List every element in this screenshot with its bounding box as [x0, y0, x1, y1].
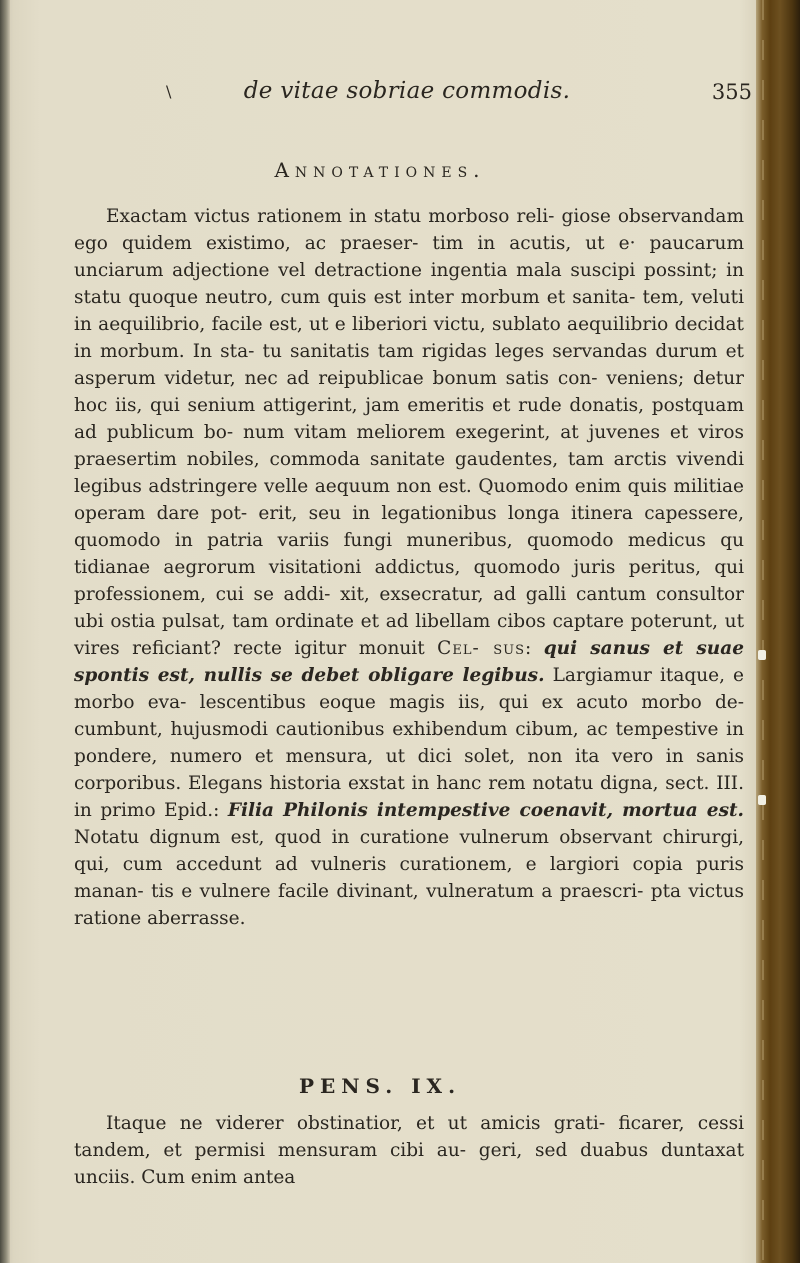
spine-mark: [758, 795, 766, 805]
header-mark: \: [166, 82, 172, 101]
subsection-heading: PENS. IX.: [298, 1074, 462, 1098]
spine-mark: [758, 650, 766, 660]
page-number: 355: [711, 80, 752, 104]
quotation: Filia Philonis intempestive coenavit, mortua est.: [227, 800, 744, 821]
paragraph-text: Exactam victus rationem in statu morboso reli- giose observandam ego quidem existimo, ac praeser- tim in acutis, ut e· paucarum unciarum adjectione vel detractione ingentia mala suscipi possint; in statu quoque neutro, cum quis est inter morbum et sanita- tem, veluti in aequilibrio, facile est, ut e liberiori victu, sublato aequilibrio decidat in morbum. In sta- tu sanitatis tam rigidas leges servandas durum et asperum videtur, nec ad reipublicae bonum satis con- veniens; detur hoc iis, qui senium attigerint, jam emeritis et rude donatis, postquam ad publicum bo- num vitam meliorem exegerint, at juvenes et viros praesertim nobiles, commoda sanitate gaudentes, tam arctis vivendi legibus adstringere velle aequum non est. Quomodo enim quis militiae operam dare pot- erit, seu in legationibus longa itinera capessere, quomodo in patria variis fungi muneribus, quomodo medicus qu tidianae aegrorum visitationi addictus, quomodo juris peritus, qui professionem, cui se addi- xit, exsecratur, ad galli cantum consultor ubi ostia pulsat, tam ordinate et ad libellam cibos captare poterunt, ut vires reficiant? recte igitur monuit: [74, 206, 744, 659]
main-paragraph: [74, 1110, 744, 1191]
section-heading: Annotationes.: [274, 158, 486, 182]
paragraph-text: Itaque ne viderer obstinatior, et ut amicis grati- ficarer, cessi tandem, et permisi mensuram cibi au- geri, sed duabus duntaxat unciis. Cum enim antea: [74, 1113, 744, 1188]
page-header: [62, 78, 752, 118]
author-name: Cel- sus: [437, 638, 525, 659]
book-spine-edge: [756, 0, 800, 1263]
running-title: de vitae sobriae commodis.: [243, 78, 571, 104]
paragraph-text: :: [524, 638, 532, 659]
paragraph-text: Largiamur itaque, e morbo eva- lescentibus eoque magis iis, qui ex acuto morbo de- cumbunt, hujusmodi cautionibus exhibendum cibum, ac tempestive in pondere, numero et mensura, ut dici solet, non ita vero in sanis corporibus. Elegans historia exstat in hanc rem notatu digna, sect. III. in primo Epid.:: [74, 665, 744, 821]
quotation: qui sanus et suae spontis est, nullis se debet obligare legibus.: [74, 638, 744, 686]
paragraph-text: Notatu dignum est, quod in curatione vulnerum observant chirurgi, qui, cum accedunt ad vulneris curationem, e largiori copia puris manan- tis e vulnere facile divinant, vulneratum a praescri- pta victus ratione aberrasse.: [74, 827, 744, 929]
annotation-paragraph: [74, 203, 744, 932]
